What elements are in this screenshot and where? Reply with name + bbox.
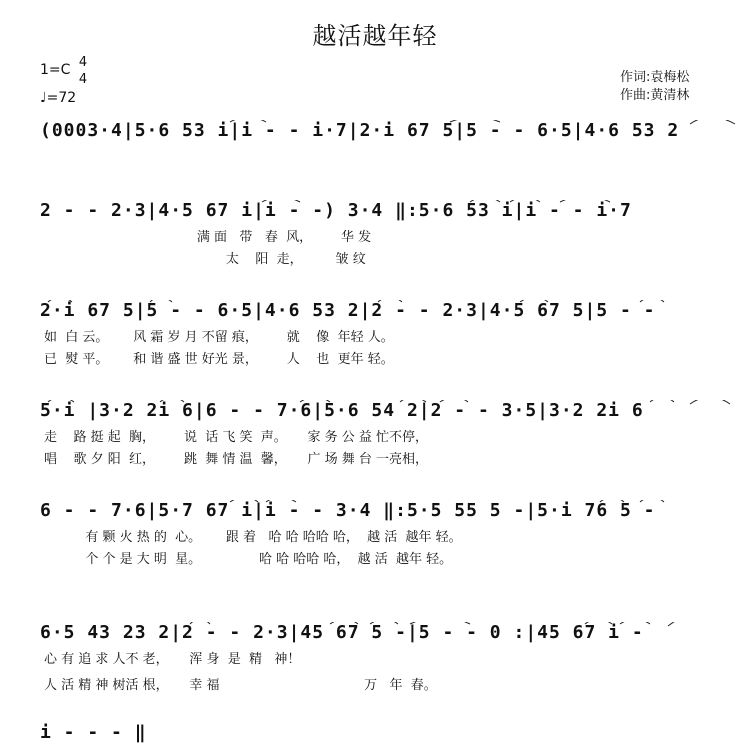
staff-row-7	[0, 722, 750, 752]
lyrics-verse-2: 唱 歌 夕 阳 红， 跳 舞 情 温 馨， 广 场 舞 台 一亮相，	[44, 452, 428, 467]
staff-row-3	[0, 300, 750, 380]
staff-row-6	[0, 622, 750, 702]
lyrics-verse-2: 太 阳 走， 皱 纹	[44, 252, 366, 267]
lyrics-verse-1: 如 白 云。 风 霜 岁 月 不留 痕， 就 像 年轻 人。	[44, 330, 394, 345]
lyrics-verse-2: 个 个 是 大 明 星。 哈 哈 哈哈 哈， 越 活 越年 轻。	[44, 552, 453, 567]
notes-line: (0003·4|5·6 53 i|i - - i·7|2·i 67 5|5 - - 6·5|4·6 53 2	[40, 120, 680, 141]
slur-arcs	[0, 722, 750, 752]
lyrics-verse-1: 心 有 追 求 人不 老， 浑 身 是 精 神！	[44, 652, 301, 667]
tempo-marking: ♩=72	[40, 90, 77, 106]
notes-line: i - - - ‖	[40, 722, 147, 743]
notes-line: 5·i |3·2 2i 6|6 - - 7·6|5·6 54 2|2 - - 3·5|3·2 2i 6	[40, 400, 644, 421]
staff-row-5	[0, 500, 750, 580]
staff-row-2	[0, 200, 750, 280]
composer-credit: 作曲:黄清林	[620, 88, 690, 103]
lyrics-verse-1: 有 颗 火 热 的 心。 跟 着 哈 哈 哈哈 哈， 越 活 越年 轻。	[44, 530, 462, 545]
staff-row-1	[0, 120, 750, 180]
lyrics-verse-2: 已 熨 平。 和 谐 盛 世 好光 景， 人 也 更年 轻。	[44, 352, 394, 367]
notes-line: 2 - - 2·3|4·5 67 i|i - -) 3·4 ‖:5·6 53 i|i - - i·7	[40, 200, 632, 221]
time-signature-top: 4	[78, 55, 88, 70]
lyrics-verse-1: 满 面 带 春 风， 华 发	[44, 230, 372, 245]
notes-line: 6·5 43 23 2|2 - - 2·3|45 67 5 -|5 - - 0 :|45 67 i -	[40, 622, 644, 643]
lyrics-verse-2: 人 活 精 神 树活 根， 幸 福 万 年 春。	[44, 678, 437, 693]
staff-row-4	[0, 400, 750, 480]
key-signature: 1=C	[40, 62, 71, 78]
lyricist-credit: 作词:袁梅松	[620, 70, 690, 85]
time-signature-bottom: 4	[78, 72, 88, 87]
slur-arcs	[0, 120, 750, 180]
song-title: 越活越年轻	[312, 22, 438, 50]
time-signature	[76, 54, 90, 88]
notes-line: 2·i 67 5|5 - - 6·5|4·6 53 2|2 - - 2·3|4·5 67 5|5 - -	[40, 300, 656, 321]
lyrics-verse-1: 走 路 挺 起 胸， 说 话 飞 笑 声。 家 务 公 益 忙不停，	[44, 430, 428, 445]
notes-line: 6 - - 7·6|5·7 67 i|i - - 3·4 ‖:5·5 55 5 -|5·i 76 5 -	[40, 500, 656, 521]
